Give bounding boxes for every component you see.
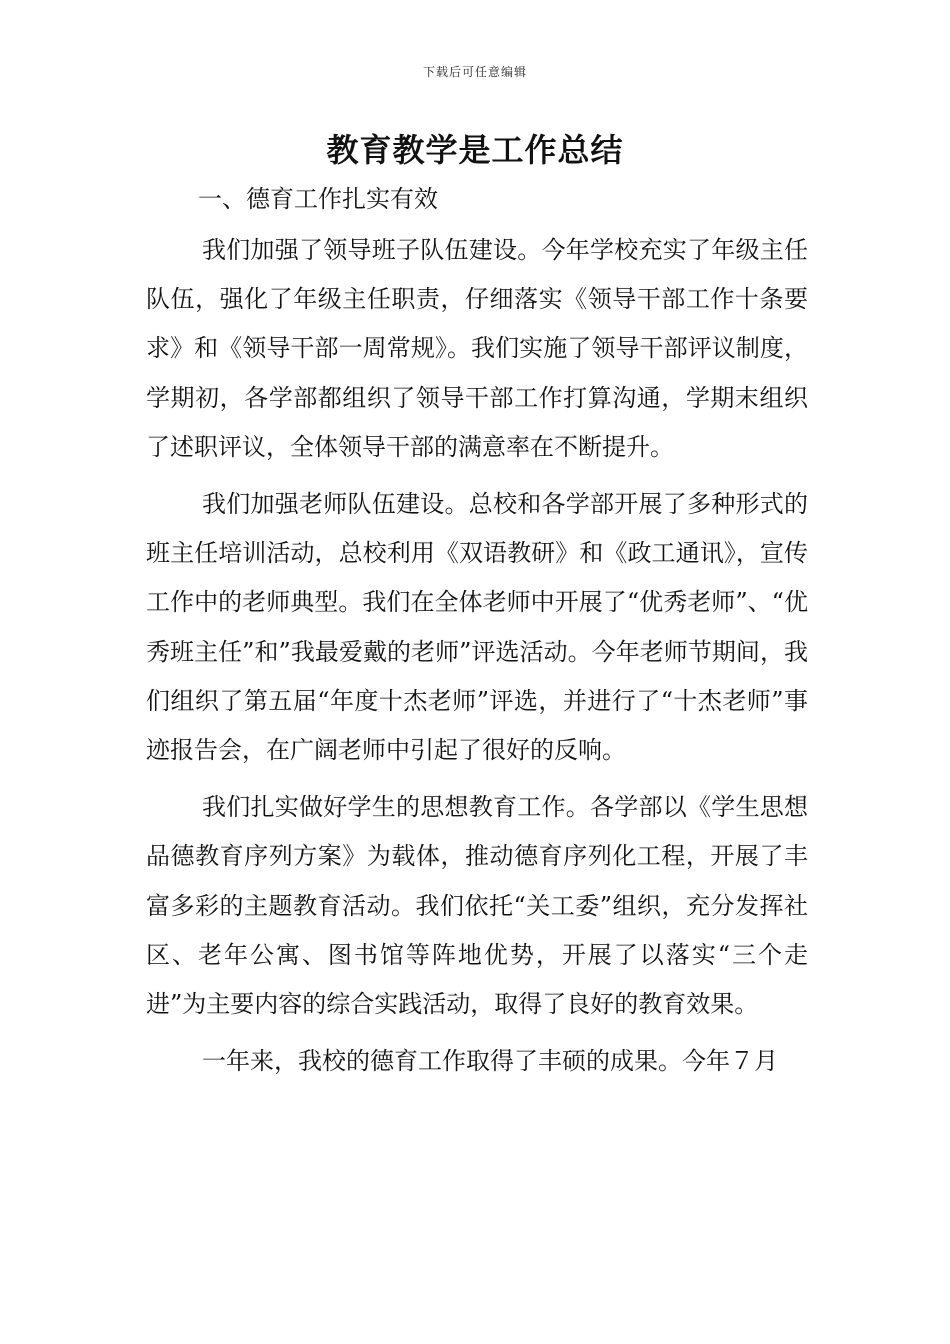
paragraph-leadership: 我们加强了领导班子队伍建设。今年学校充实了年级主任队伍，强化了年级主任职责，仔细落实《领导干部工作十条要求》和《领导干部一周常规》。我们实施了领导干部评议制度，学期初，各学部都组织了领导干部工作打算沟通，学期末组织了述职评议，全体领导干部的满意率在不断提升。 [146,236,808,461]
section-heading: 一、德育工作扎实有效 [198,185,438,213]
paragraph-students: 我们扎实做好学生的思想教育工作。各学部以《学生思想品德教育序列方案》为载体，推动德育序列化工程，开展了丰富多彩的主题教育活动。我们依托“关工委”组织，充分发挥社区、老年公寓、图书馆等阵地优势，开展了以落实“三个走进”为主要内容的综合实践活动，取得了良好的教育效果。 [146,793,808,1019]
document-title: 教育教学是工作总结 [326,131,624,169]
header-note: 下载后可任意编辑 [422,65,527,79]
paragraph-teachers: 我们加强老师队伍建设。总校和各学部开展了多种形式的班主任培训活动，总校利用《双语教研》和《政工通讯》，宣传工作中的老师典型。我们在全体老师中开展了“优秀老师”、“优秀班主任”和”我最爱戴的老师”评选活动。今年老师节期间，我们组织了第五届“年度十杰老师”评选，并进行了“十杰老师”事迹报告会，在广阔老师中引起了很好的反响。 [146,490,808,765]
paragraph-results: 一年来，我校的德育工作取得了丰硕的成果。今年７月 [202,1047,778,1076]
document-body [146,176,808,1086]
